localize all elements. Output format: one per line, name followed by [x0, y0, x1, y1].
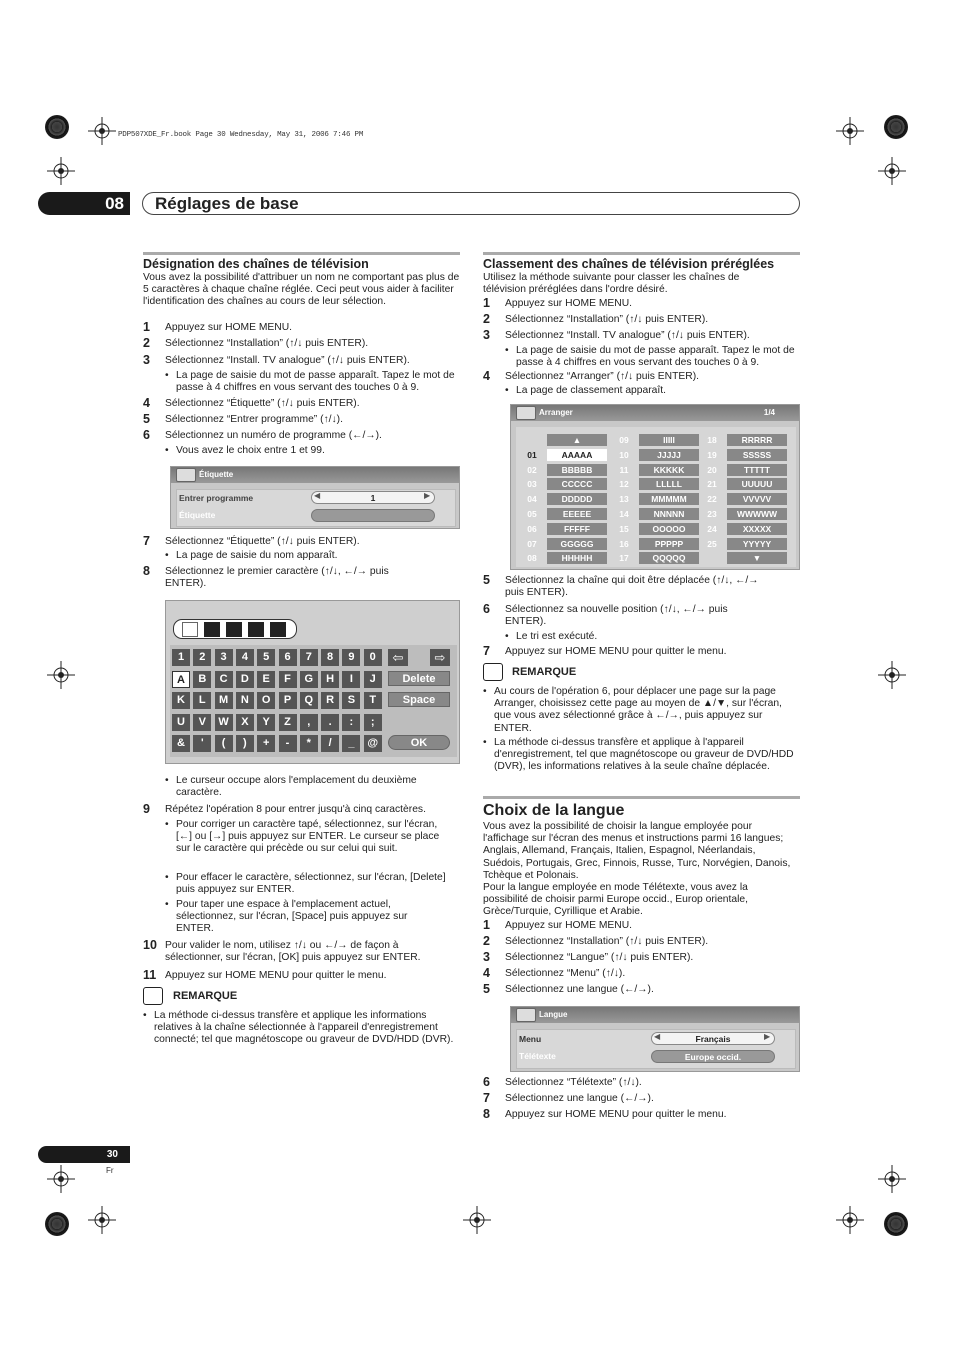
- position-number: 01: [527, 449, 537, 460]
- position-number: [519, 434, 545, 446]
- channel-name-cell[interactable]: ▲: [547, 434, 607, 446]
- position-number: 22: [707, 494, 717, 505]
- crosshair-mark-icon: [88, 1206, 116, 1234]
- keyboard-key[interactable]: 7: [300, 649, 318, 666]
- step-6: 6 Sélectionnez sa nouvelle position (↑/↓, ←/→ puis ENTER).: [483, 602, 728, 628]
- keyboard-key[interactable]: :: [342, 714, 360, 731]
- keyboard-key[interactable]: E: [257, 671, 275, 688]
- keyboard-key[interactable]: H: [321, 671, 339, 688]
- keyboard-key[interactable]: &: [172, 735, 190, 752]
- step-3: 3 Sélectionnez “Install. TV analogue” (↑/↓ puis ENTER).: [483, 328, 750, 342]
- osd-title: Langue: [539, 1010, 568, 1019]
- bullet: • La page de classement apparaît.: [516, 385, 800, 397]
- position-number: 11: [619, 464, 629, 475]
- channel-name-cell[interactable]: IIIII: [639, 434, 699, 446]
- crosshair-mark-icon: [836, 1206, 864, 1234]
- channel-name-cell[interactable]: CCCCC: [547, 478, 607, 490]
- keyboard-key[interactable]: F: [279, 671, 297, 688]
- channel-name-cell[interactable]: VVVVV: [727, 493, 787, 505]
- position-number: 25: [707, 538, 717, 549]
- keyboard-key[interactable]: ': [193, 735, 211, 752]
- step-5: 5 Sélectionnez “Entrer programme” (↑/↓).: [143, 412, 343, 426]
- keyboard-key[interactable]: +: [257, 735, 275, 752]
- channel-name-cell[interactable]: JJJJJ: [639, 449, 699, 461]
- step-6: 6 Sélectionnez “Télétexte” (↑/↓).: [483, 1075, 642, 1089]
- char-slot[interactable]: [204, 622, 220, 637]
- note-title: REMARQUE: [173, 990, 238, 1002]
- channel-name-cell[interactable]: MMMMM: [639, 493, 699, 505]
- left-arrow-icon: ◀: [654, 1032, 661, 1041]
- note-bullet: • La méthode ci-dessus transfère et applique à l'appareil d'enregistrement, tel que magnétoscope ou graveur de DVD/HDD (DVR), les informations relatives à la seule chaîne déplacée.: [494, 737, 800, 774]
- keyboard-key[interactable]: J: [364, 671, 382, 688]
- position-number: 09: [619, 435, 629, 445]
- section-heading: Classement des chaînes de télévision préréglées: [483, 257, 775, 271]
- ok-key[interactable]: OK: [388, 735, 450, 750]
- crosshair-mark-icon: [878, 1165, 906, 1193]
- section-heading: Désignation des chaînes de télévision: [143, 257, 369, 271]
- crosshair-mark-icon: [463, 1206, 491, 1234]
- osd-page: 1/4: [763, 408, 775, 417]
- step-11: 11 Appuyez sur HOME MENU pour quitter le menu.: [143, 968, 387, 982]
- position-number: 02: [527, 464, 537, 475]
- bullet: • La page de saisie du mot de passe apparaît. Tapez le mot de passe à 4 chiffres en vous servant des touches 0 à 9.: [516, 345, 800, 369]
- channel-name-cell[interactable]: XXXXX: [727, 523, 787, 535]
- keyboard-key[interactable]: A: [172, 671, 190, 688]
- keyboard-key[interactable]: R: [321, 692, 339, 709]
- bullet: • La page de saisie du nom apparaît.: [176, 550, 460, 562]
- osd-arranger: [510, 404, 800, 570]
- keyboard-key[interactable]: 8: [321, 649, 339, 666]
- keyboard-key[interactable]: 2: [193, 649, 211, 666]
- position-number: [699, 552, 725, 564]
- keyboard-key[interactable]: Q: [300, 692, 318, 709]
- channel-name-cell[interactable]: LLLLL: [639, 478, 699, 490]
- step-10: 10 Pour valider le nom, utilisez ↑/↓ ou ←/→ de façon à sélectionner, sur l'écran, [OK] puis appuyez sur ENTER.: [143, 938, 421, 964]
- char-slot[interactable]: [248, 622, 264, 637]
- bullet: • Vous avez le choix entre 1 et 99.: [176, 445, 460, 457]
- step-5: 5 Sélectionnez une langue (←/→).: [483, 982, 654, 996]
- keyboard-key[interactable]: @: [364, 735, 382, 752]
- section-rule: [483, 796, 800, 799]
- step-1: 1 Appuyez sur HOME MENU.: [483, 296, 633, 310]
- channel-name-cell[interactable]: GGGGG: [547, 538, 607, 550]
- left-arrow-icon: ◀: [314, 491, 321, 500]
- keyboard-key[interactable]: U: [172, 714, 190, 731]
- keyboard-key[interactable]: P: [279, 692, 297, 709]
- position-number: 14: [619, 509, 629, 519]
- keyboard-key[interactable]: C: [215, 671, 233, 688]
- osd-header: [511, 1007, 799, 1023]
- registration-disc: [45, 115, 69, 139]
- position-number: 15: [619, 523, 629, 534]
- tv-icon: [176, 468, 196, 482]
- crosshair-mark-icon: [878, 661, 906, 689]
- step-7: 7 Sélectionnez “Étiquette” (↑/↓ puis ENTER).: [143, 534, 360, 548]
- bullet: • Pour corriger un caractère tapé, sélectionnez, sur l'écran, [←] ou [→] puis appuyez sur ENTER. Le curseur se place sur le caractère qui précède ou sur celui qui suit.: [176, 819, 446, 856]
- registration-disc: [884, 1212, 908, 1236]
- note-title: REMARQUE: [512, 666, 577, 678]
- keyboard-key[interactable]: *: [300, 735, 318, 752]
- osd-keyboard: [165, 600, 460, 764]
- channel-name-cell[interactable]: ▼: [727, 552, 787, 564]
- keyboard-key[interactable]: X: [236, 714, 254, 731]
- keyboard-key[interactable]: O: [257, 692, 275, 709]
- intro-text: Utilisez la méthode suivante pour classer les chaînes de télévision préréglées dans l'ordre désiré.: [483, 272, 740, 296]
- channel-name-cell[interactable]: PPPPP: [639, 538, 699, 550]
- intro-text: Pour la langue employée en mode Télétexte, vous avez la possibilité de choisir parmi Europe occid., Europ orientale, Grèce/Turquie, Cyrillique et Arabie.: [483, 882, 748, 918]
- teletext-language-field[interactable]: Europe occid.: [651, 1050, 775, 1063]
- step-6: 6 Sélectionnez un numéro de programme (←/→).: [143, 428, 382, 442]
- keyboard-key[interactable]: -: [279, 735, 297, 752]
- step-3: 3 Sélectionnez “Langue” (↑/↓ puis ENTER).: [483, 950, 694, 964]
- keyboard-key[interactable]: 6: [279, 649, 297, 666]
- keyboard-key[interactable]: I: [342, 671, 360, 688]
- chapter-number: 08: [38, 192, 130, 215]
- section-heading: Choix de la langue: [483, 802, 625, 819]
- step-7: 7 Appuyez sur HOME MENU pour quitter le menu.: [483, 644, 727, 658]
- section-rule: [143, 252, 460, 255]
- channel-name-cell[interactable]: WWWWW: [727, 508, 787, 520]
- position-number: 04: [527, 494, 537, 505]
- note-bullet: • Au cours de l'opération 6, pour déplacer une page sur la page Arranger, choisissez cette page au moyen de ▲/▼, sur l'écran, que vous avez sélectionné grâce à ←/→, puis appuyez sur ENTER.: [494, 686, 800, 735]
- cursor-right-key[interactable]: ⇨: [430, 649, 450, 666]
- osd-header: [171, 467, 459, 483]
- keyboard-key[interactable]: T: [364, 692, 382, 709]
- position-number: 24: [707, 523, 717, 534]
- position-number: 23: [707, 509, 717, 519]
- crosshair-mark-icon: [836, 117, 864, 145]
- crosshair-mark-icon: [878, 157, 906, 185]
- step-4: 4 Sélectionnez “Étiquette” (↑/↓ puis ENTER).: [143, 396, 360, 410]
- crosshair-mark-icon: [47, 661, 75, 689]
- bullet: • Le curseur occupe alors l'emplacement du deuxième caractère.: [176, 775, 460, 799]
- channel-name-cell[interactable]: FFFFF: [547, 523, 607, 535]
- channel-name-cell[interactable]: AAAAA: [547, 449, 607, 461]
- osd-title: Arranger: [539, 408, 573, 417]
- position-number: 18: [707, 435, 717, 445]
- keyboard-key[interactable]: W: [215, 714, 233, 731]
- keyboard-key[interactable]: Y: [257, 714, 275, 731]
- crosshair-mark-icon: [88, 117, 116, 145]
- channel-name-cell[interactable]: KKKKK: [639, 464, 699, 476]
- osd-etiquette: [170, 466, 460, 529]
- position-number: 05: [527, 509, 537, 519]
- channel-name-cell[interactable]: TTTTT: [727, 464, 787, 476]
- osd-row-label: Menu: [519, 1034, 542, 1044]
- tv-icon: [516, 1008, 536, 1022]
- step-7: 7 Sélectionnez une langue (←/→).: [483, 1091, 654, 1105]
- position-number: 07: [527, 538, 537, 549]
- cursor-left-key[interactable]: ⇦: [388, 649, 408, 666]
- position-number: 08: [527, 553, 537, 564]
- position-number: 03: [527, 479, 537, 490]
- step-1: 1 Appuyez sur HOME MENU.: [483, 918, 633, 932]
- keyboard-key[interactable]: S: [342, 692, 360, 709]
- keyboard-key[interactable]: ): [236, 735, 254, 752]
- channel-name-cell[interactable]: EEEEE: [547, 508, 607, 520]
- channel-name-cell[interactable]: NNNNN: [639, 508, 699, 520]
- char-slot[interactable]: [270, 622, 286, 637]
- keyboard-key[interactable]: /: [321, 735, 339, 752]
- right-arrow-icon: ▶: [764, 1032, 771, 1041]
- bullet: • Le tri est exécuté.: [516, 631, 800, 643]
- note-bullet: • La méthode ci-dessus transfère et applique les informations relatives à la chaîne sélectionnée à l'appareil d'enregistrement connecté; tel que magnétoscope ou graveur de DVD/HDD (DVR).: [154, 1010, 460, 1047]
- keyboard-key[interactable]: M: [215, 692, 233, 709]
- position-number: 13: [619, 494, 629, 505]
- osd-row-label: Étiquette: [179, 510, 216, 520]
- intro-text: Vous avez la possibilité de choisir la langue employée pour l'affichage sur l'écran des menus et instructions parmi 16 langues; Anglais, Allemand, Français, Italien, Espagnol, Néerlandais, Suédois, Portugais, Grec, Finnois, Russe, Turc, Norvégien, Danois, Tchèque et Polonais.: [483, 821, 791, 881]
- step-2: 2 Sélectionnez “Installation” (↑/↓ puis ENTER).: [143, 336, 369, 350]
- crosshair-mark-icon: [47, 157, 75, 185]
- step-4: 4 Sélectionnez “Arranger” (↑/↓ puis ENTER).: [483, 369, 699, 383]
- right-arrow-icon: ▶: [424, 491, 431, 500]
- step-2: 2 Sélectionnez “Installation” (↑/↓ puis ENTER).: [483, 934, 709, 948]
- step-8: 8 Appuyez sur HOME MENU pour quitter le menu.: [483, 1107, 727, 1121]
- label-field[interactable]: [311, 509, 435, 522]
- position-number: 17: [619, 553, 629, 564]
- osd-langue: [510, 1006, 800, 1072]
- section-rule: [483, 252, 800, 255]
- channel-name-cell[interactable]: BBBBB: [547, 464, 607, 476]
- keyboard-key[interactable]: .: [321, 714, 339, 731]
- note-icon: [143, 987, 163, 1005]
- keyboard-key[interactable]: B: [193, 671, 211, 688]
- keyboard-key[interactable]: (: [215, 735, 233, 752]
- step-4: 4 Sélectionnez “Menu” (↑/↓).: [483, 966, 626, 980]
- keyboard-key[interactable]: _: [342, 735, 360, 752]
- channel-name-cell[interactable]: SSSSS: [727, 449, 787, 461]
- space-key[interactable]: Space: [388, 692, 450, 707]
- char-slot[interactable]: [226, 622, 242, 637]
- intro-text: Vous avez la possibilité d'attribuer un nom ne comportant pas plus de 5 caractères à chaque chaîne réglée. Ceci peut vous aider à faciliter l'identification des chaînes au cours de leur sélection.: [143, 272, 460, 308]
- page-number: 30: [38, 1146, 130, 1163]
- position-number: 16: [619, 538, 629, 549]
- osd-header: [511, 405, 799, 421]
- channel-name-cell[interactable]: UUUUU: [727, 478, 787, 490]
- position-number: 10: [619, 449, 629, 460]
- osd-title: Étiquette: [199, 470, 234, 479]
- keyboard-key[interactable]: ;: [364, 714, 382, 731]
- keyboard-key[interactable]: 0: [364, 649, 382, 666]
- chapter-title: Réglages de base: [155, 194, 299, 213]
- position-number: 19: [707, 449, 717, 460]
- channel-name-cell[interactable]: RRRRR: [727, 434, 787, 446]
- registration-disc: [884, 115, 908, 139]
- step-9: 9 Répétez l'opération 8 pour entrer jusqu'à cinq caractères.: [143, 802, 426, 816]
- bullet: • Pour effacer le caractère, sélectionnez, sur l'écran, [Delete] puis appuyez sur ENTER.: [176, 872, 446, 896]
- step-5: 5 Sélectionnez la chaîne qui doit être déplacée (↑/↓, ←/→ puis ENTER).: [483, 573, 759, 599]
- channel-name-cell[interactable]: OOOOO: [639, 523, 699, 535]
- channel-name-cell[interactable]: QQQQQ: [639, 552, 699, 564]
- bullet: • La page de saisie du mot de passe apparaît. Tapez le mot de passe à 4 chiffres en vous servant des touches 0 à 9.: [176, 370, 460, 394]
- bullet: • Pour taper une espace à l'emplacement actuel, sélectionnez, sur l'écran, [Space] puis appuyez sur ENTER.: [176, 899, 446, 936]
- keyboard-key[interactable]: ,: [300, 714, 318, 731]
- program-selector[interactable]: 1: [311, 491, 435, 504]
- registration-disc: [45, 1212, 69, 1236]
- keyboard-key[interactable]: K: [172, 692, 190, 709]
- position-number: 20: [707, 464, 717, 475]
- char-slot-active[interactable]: [182, 622, 198, 637]
- keyboard-key[interactable]: L: [193, 692, 211, 709]
- keyboard-key[interactable]: 9: [342, 649, 360, 666]
- note-icon: [483, 663, 503, 681]
- delete-key[interactable]: Delete: [388, 671, 450, 686]
- position-number: 06: [527, 523, 537, 534]
- position-number: 12: [619, 479, 629, 490]
- keyboard-key[interactable]: G: [300, 671, 318, 688]
- osd-row-label: Entrer programme: [179, 493, 254, 503]
- tv-icon: [516, 406, 536, 420]
- language-code: Fr: [106, 1166, 114, 1175]
- step-1: 1 Appuyez sur HOME MENU.: [143, 320, 293, 334]
- keyboard-key[interactable]: 5: [257, 649, 275, 666]
- channel-name-cell[interactable]: DDDDD: [547, 493, 607, 505]
- print-meta: PDP507XDE_Fr.book Page 30 Wednesday, May 31, 2006 7:46 PM: [118, 131, 364, 139]
- keyboard-key[interactable]: 3: [215, 649, 233, 666]
- keyboard-key[interactable]: V: [193, 714, 211, 731]
- crosshair-mark-icon: [47, 1165, 75, 1193]
- step-3: 3 Sélectionnez “Install. TV analogue” (↑/↓ puis ENTER).: [143, 353, 410, 367]
- keyboard-key[interactable]: 4: [236, 649, 254, 666]
- keyboard-key[interactable]: N: [236, 692, 254, 709]
- osd-row-label: Télétexte: [519, 1051, 556, 1061]
- channel-name-cell[interactable]: HHHHH: [547, 552, 607, 564]
- keyboard-key[interactable]: D: [236, 671, 254, 688]
- step-8: 8 Sélectionnez le premier caractère (↑/↓, ←/→ puis ENTER).: [143, 564, 389, 590]
- keyboard-key[interactable]: Z: [279, 714, 297, 731]
- menu-language-selector[interactable]: Français: [651, 1032, 775, 1045]
- keyboard-key[interactable]: 1: [172, 649, 190, 666]
- position-number: 21: [707, 479, 717, 490]
- channel-name-cell[interactable]: YYYYY: [727, 538, 787, 550]
- step-2: 2 Sélectionnez “Installation” (↑/↓ puis ENTER).: [483, 312, 709, 326]
